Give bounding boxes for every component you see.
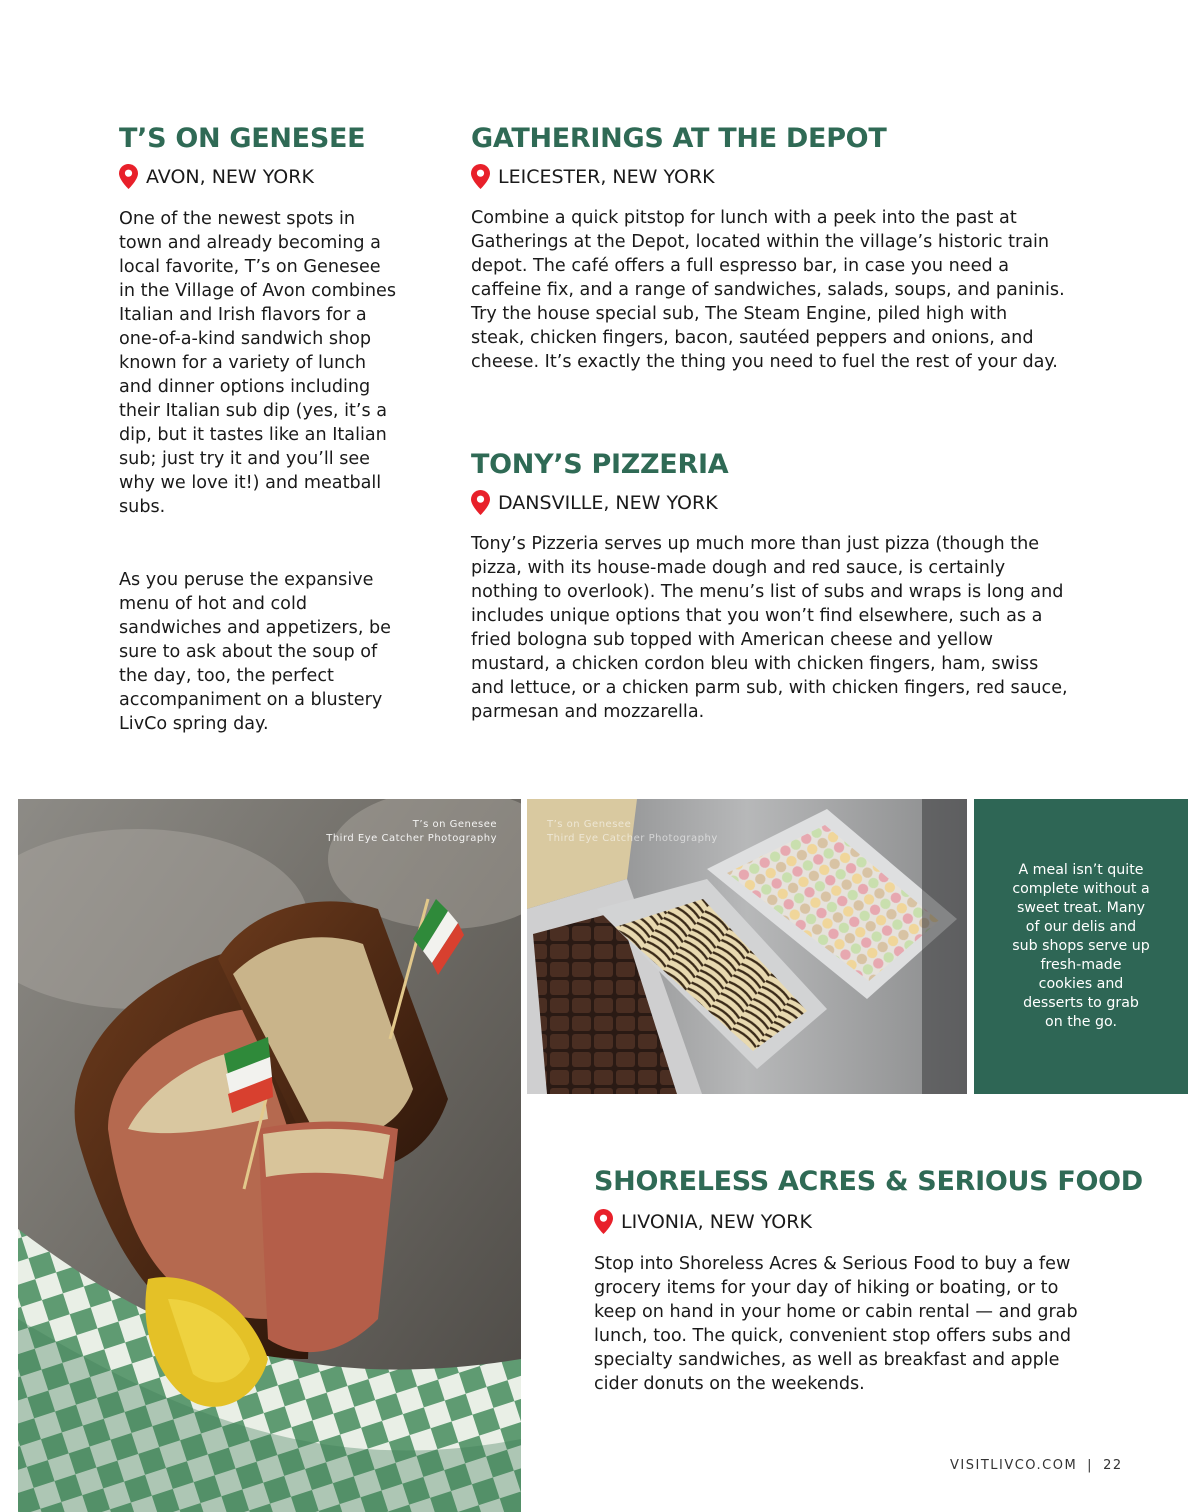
location-label: DANSVILLE, NEW YORK [498, 491, 718, 514]
callout-box [974, 799, 1188, 1094]
photo-credit-photographer: Third Eye Catcher Photography [547, 833, 718, 844]
section-paragraph: As you peruse the expansive menu of hot and cold sandwiches and appetizers, be sure to ask about the soup of the day, too, the perfect accompaniment on a blustery LivCo spring day. [119, 570, 392, 734]
photo-credit [547, 818, 718, 846]
map-pin-icon [471, 490, 490, 515]
photo-credit-photographer: Third Eye Catcher Photography [326, 833, 497, 844]
footer-separator: | [1087, 1458, 1094, 1473]
sandwich-photo [18, 799, 521, 1512]
page-footer [950, 1458, 1123, 1473]
section-paragraph: One of the newest spots in town and already becoming a local favorite, T’s on Genesee in the Village of Avon combines Italian and Irish flavors for a one-of-a-kind sandwich shop known for a variety of lunch and dinner options including their Italian sub dip (yes, it’s a dip, but it tastes like an Italian sub; just try it and you’ll see why we love it!) and meatball subs. [119, 209, 397, 517]
section-title-ts-on-genesee: T’S ON GENESEE [119, 123, 366, 154]
map-pin-icon [471, 164, 490, 189]
location-avon [119, 164, 314, 189]
photo-credit-venue: T’s on Genesee [412, 819, 497, 830]
section-title-tonys-pizzeria: TONY’S PIZZERIA [471, 449, 729, 480]
photo-credit [326, 818, 497, 846]
section-title-shoreless-acres: SHORELESS ACRES & SERIOUS FOOD [594, 1166, 1143, 1197]
location-label: AVON, NEW YORK [146, 165, 314, 188]
footer-site-link[interactable]: VISITLIVCO.COM [950, 1458, 1078, 1473]
page-number: 22 [1103, 1458, 1123, 1473]
section-paragraph: Combine a quick pitstop for lunch with a peek into the past at Gatherings at the Depot, located within the village’s historic train depot. The café offers a full espresso bar, in case you need a caffeine fix, and a range of sandwiches, salads, soups, and paninis. Try the house special sub, The Steam Engine, piled high with steak, chicken fingers, bacon, sautéed peppers and onions, and cheese. It’s exactly the thing you need to fuel the rest of your day. [471, 208, 1065, 372]
location-leicester [471, 164, 715, 189]
desserts-photo [527, 799, 967, 1094]
location-livonia [594, 1209, 812, 1234]
map-pin-icon [594, 1209, 613, 1234]
map-pin-icon [119, 164, 138, 189]
callout-text: A meal isn’t quite complete without a sweet treat. Many of our delis and sub shops serve up fresh-made cookies and desserts to grab on the go. [1012, 862, 1150, 1030]
section-paragraph: Stop into Shoreless Acres & Serious Food to buy a few grocery items for your day of hiking or boating, or to keep on hand in your home or cabin rental — and grab lunch, too. The quick, convenient stop offers subs and specialty sandwiches, as well as breakfast and apple cider donuts on the weekends. [594, 1254, 1078, 1394]
section-paragraph: Tony’s Pizzeria serves up much more than just pizza (though the pizza, with its house-made dough and red sauce, is certainly nothing to overlook). The menu’s list of subs and wraps is long and includes unique options that you won’t find elsewhere, such as a fried bologna sub topped with American cheese and yellow mustard, a chicken cordon bleu with chicken fingers, ham, swiss and lettuce, or a chicken parm sub, with chicken fingers, red sauce, parmesan and mozzarella. [471, 534, 1068, 722]
location-label: LIVONIA, NEW YORK [621, 1210, 812, 1233]
location-label: LEICESTER, NEW YORK [498, 165, 715, 188]
location-dansville [471, 490, 718, 515]
photo-credit-venue: T’s on Genesee [547, 819, 632, 830]
section-title-gatherings-at-the-depot: GATHERINGS AT THE DEPOT [471, 123, 887, 154]
